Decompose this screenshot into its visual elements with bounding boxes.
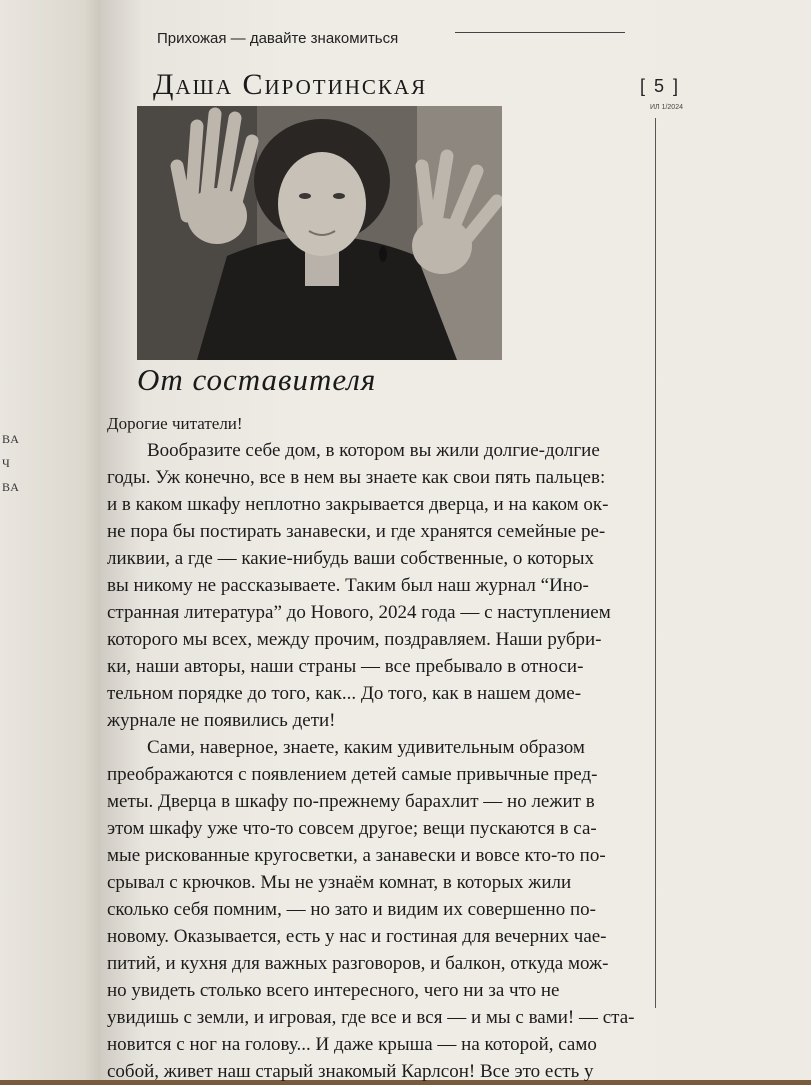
text-line: годы. Уж конечно, все в нем вы знаете как свои пять пальцев:: [107, 467, 606, 488]
text-line: но увидеть столько всего интересного, чего ни за что не: [107, 980, 560, 1001]
left-page-fragment: ВА: [2, 432, 20, 446]
text-line: Вообразите себе дом, в котором вы жили долгие-долгие: [147, 440, 600, 461]
text-line: мые рискованные кругосветки, а занавески и вовсе кто-то по-: [107, 845, 606, 866]
text-line: питий, и кухня для важных разговоров, и балкон, откуда мож-: [107, 953, 609, 974]
article-body: [107, 410, 697, 1085]
text-line: Дорогие читатели!: [107, 414, 243, 433]
issue-label: ИЛ 1/2024: [650, 104, 683, 111]
running-head: Прихожая — давайте знакомиться: [157, 30, 399, 47]
text-line: не пора бы постирать занавески, и где хранятся семейные ре-: [107, 521, 606, 542]
section-title: От составителя: [137, 362, 377, 397]
text-line: срывал с крючков. Мы не узнаём комнат, в которых жили: [107, 872, 572, 893]
page-number: [ 5 ]: [640, 76, 681, 96]
header-rule: [455, 32, 625, 33]
left-page-fragment: ВА: [2, 480, 20, 494]
text-line: и в каком шкафу неплотно закрывается дверца, и на каком ок-: [107, 494, 609, 515]
left-page-fragment: Ч: [2, 456, 11, 470]
text-line: этом шкафу уже что-то совсем другое; вещи пускаются в са-: [107, 818, 597, 839]
text-line: меты. Дверца в шкафу по-прежнему барахлит — но лежит в: [107, 791, 595, 812]
text-line: новится с ног на голову... И даже крыша — на которой, само: [107, 1034, 597, 1055]
text-line: новому. Оказывается, есть у нас и гостиная для вечерних чае-: [107, 926, 607, 947]
text-line: увидишь с земли, и игровая, где все и вся — и мы с вами! — ста-: [107, 1007, 635, 1028]
portrait-illustration: [137, 106, 502, 360]
text-line: преображаются с появлением детей самые привычные пред-: [107, 764, 598, 785]
text-line: которого мы всех, между прочим, поздравляем. Наши рубри-: [107, 629, 602, 650]
text-line: вы никому не рассказываете. Таким был наш журнал “Ино-: [107, 575, 589, 596]
text-line: ки, наши авторы, наши страны — все пребывало в относи-: [107, 656, 584, 677]
author-portrait-photo: [137, 106, 502, 360]
text-line: Сами, наверное, знаете, каким удивительным образом: [147, 737, 585, 758]
text-line: тельном порядке до того, как... До того, как в нашем доме-: [107, 683, 582, 704]
text-line: ликвии, а где — какие-нибудь ваши собственные, о которых: [107, 548, 594, 569]
text-line: собой, живет наш старый знакомый Карлсон! Все это есть у: [107, 1061, 594, 1082]
author-name: Даша Сиротинская: [153, 68, 428, 101]
text-line: журнале не появились дети!: [107, 710, 336, 731]
text-line: сколько себя помним, — но зато и видим их совершенно по-: [107, 899, 596, 920]
text-line: странная литература” до Нового, 2024 года — с наступлением: [107, 602, 611, 623]
